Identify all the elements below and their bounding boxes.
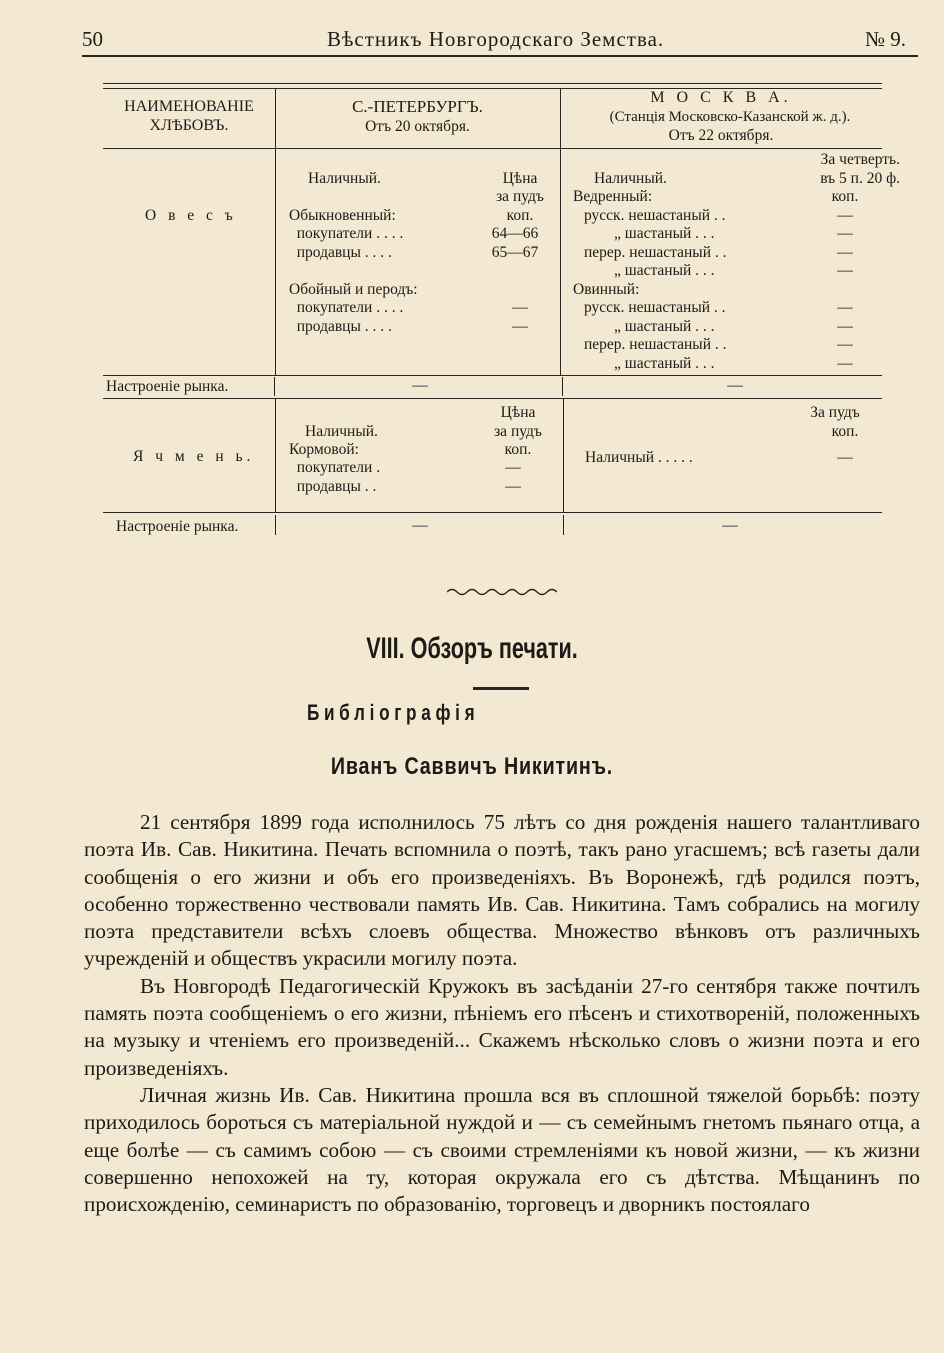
barley-market-moscow: — [722, 517, 738, 534]
oats-market-spb: — [412, 377, 428, 394]
moscow-header-title: М О С К В А. [650, 89, 792, 106]
paragraph: 21 сентября 1899 года исполнилось 75 лѣтъ со дня рожденія нашего талантливаго поэта Ив. Сав. Никитина. Печать вспомнила о поэтѣ, такъ рано угасшемъ; всѣ газеты дали сообщенія о его жизни и объ его произведеніяхъ. Въ Воронежѣ, гдѣ родился поэтъ, особенно торжественно чествовали память Ив. Сав. Никитина. Тамъ собрались на могилу поэта представители всѣхъ слоевъ общества. Множество вѣнковъ отъ различныхъ учрежденій и обществъ украсили могилу поэта. [84, 810, 920, 971]
oats-spb-line: Обыкновенный: [289, 207, 396, 224]
barley-moscow-price: — [837, 449, 853, 466]
oats-moscow-price: — [837, 207, 853, 224]
article-body [84, 809, 920, 1218]
oats-moscow-line: „ шастаный . . . [614, 318, 715, 335]
spb-header-title: С.-ПЕТЕРБУРГЪ. [352, 97, 483, 116]
moscow-header-station: (Станція Московско-Казанской ж. д.). [609, 109, 851, 125]
oats-spb-price: — [512, 299, 528, 316]
col-divider-2 [560, 88, 561, 375]
oats-spb-line: продавцы . . . . [289, 318, 392, 335]
paragraph: Въ Новгородѣ Педагогическій Кружокъ въ засѣданіи 27-го сентября также почтилъ память поэта сообщеніемъ о его жизни, пѣніемъ его пѣсенъ и стихотвореній, положенныхъ на музыку и чтеніемъ его произведеній... Скажемъ нѣсколько словъ о жизни поэта и его произведеніяхъ. [84, 973, 920, 1080]
barley-spb-line: покупатели . [289, 459, 381, 476]
barley-moscow-head: За пудъ [810, 404, 860, 421]
oats-spb-line: покупатели . . . . [289, 225, 404, 242]
oats-moscow-price: — [837, 225, 853, 242]
oats-moscow-head: коп. [831, 188, 859, 205]
oats-market-rule [103, 398, 882, 399]
oats-moscow-line: перер. нешастаный . . [584, 244, 727, 261]
oats-spb-line: продавцы . . . . [289, 244, 392, 261]
oats-moscow-price: — [837, 299, 853, 316]
oats-spb-price: за пудъ [496, 188, 544, 205]
oats-moscow-price: — [837, 262, 853, 279]
bibliography-subtitle: Библіографія [306, 700, 480, 725]
paragraph: Личная жизнь Ив. Сав. Никитина прошла вся въ сплошной тяжелой борьбѣ: поэту приходилось бороться съ матеріальной нуждой и — съ семейнымъ гнетомъ пьянаго отца, а еще болѣе — съ самимъ собою — съ своими стремленіями къ новой жизни, — къ жизни совершенно непохожей на ту, которая окружала его съ дѣтства. Мѣщанинъ по происхожденію, семинаристъ по образованію, торговецъ и дворникъ постоялаго [84, 1082, 920, 1217]
oats-moscow-price: — [837, 318, 853, 335]
barley-moscow-line: Наличный . . . . . [585, 449, 693, 466]
oats-spb-price: — [512, 318, 528, 335]
market-divider-1 [274, 377, 275, 396]
issue-number: № 9. [865, 27, 907, 51]
grain-header-line2: ХЛѢБОВЪ. [149, 117, 229, 134]
oats-moscow-line: Наличный. [594, 170, 667, 187]
col-divider-1 [275, 88, 276, 375]
wavy-divider-ornament [447, 587, 557, 597]
oats-spb-price: Цѣна [502, 170, 538, 187]
oats-moscow-price: — [837, 355, 853, 372]
oats-bottom-rule [103, 375, 882, 376]
barley-spb-line: Наличный. [305, 423, 378, 440]
oats-moscow-line: „ шастаный . . . [614, 225, 715, 242]
table-header-rule [103, 148, 882, 149]
oats-spb-price: 65—67 [491, 244, 539, 261]
barley-bottom-rule [103, 512, 882, 513]
oats-moscow-line: перер. нешастаный . . [584, 336, 727, 353]
spb-header-date: Отъ 20 октября. [365, 118, 470, 135]
header-rule [82, 55, 918, 57]
oats-moscow-line: Ведренный: [573, 188, 653, 205]
grain-header-line1: НАИМЕНОВАНІЕ [124, 98, 254, 115]
section-title-underline [473, 687, 529, 690]
col-divider-1b [275, 398, 276, 512]
barley-spb-price: коп. [504, 441, 532, 458]
oats-market-moscow: — [727, 377, 743, 394]
table-top-rule-1 [103, 83, 882, 84]
oats-moscow-line: русск. нешастаный . . [584, 299, 726, 316]
oats-moscow-price: — [837, 336, 853, 353]
oats-spb-line: покупатели . . . . [289, 299, 404, 316]
barley-spb-price: за пудъ [494, 423, 542, 440]
barley-name: Я ч м е н ь. [133, 448, 255, 465]
barley-spb-line: Кормовой: [289, 441, 359, 458]
page-number: 50 [82, 27, 103, 51]
article-title: Иванъ Саввичъ Никитинъ. [330, 753, 614, 780]
oats-moscow-head: За четверть. [820, 151, 900, 168]
barley-spb-price: — [505, 478, 521, 495]
barley-spb-price: Цѣна [500, 404, 536, 421]
oats-moscow-price: — [837, 244, 853, 261]
barley-market-label: Настроеніе рынка. [116, 518, 239, 535]
oats-moscow-line: „ шастаный . . . [614, 262, 715, 279]
col-divider-2b [563, 398, 564, 512]
section-title: VIII. Обзоръ печати. [366, 632, 578, 665]
oats-moscow-line: „ шастаный . . . [614, 355, 715, 372]
oats-market-label: Настроеніе рынка. [106, 378, 229, 395]
oats-moscow-line: русск. нешастаный . . [584, 207, 726, 224]
barley-market-spb: — [412, 517, 428, 534]
barley-spb-line: продавцы . . [289, 478, 377, 495]
oats-spb-price: коп. [506, 207, 534, 224]
oats-spb-price: 64—66 [491, 225, 539, 242]
oats-spb-line: Наличный. [308, 170, 381, 187]
oats-moscow-line: Овинный: [573, 281, 640, 298]
oats-moscow-head: въ 5 п. 20 ф. [820, 170, 900, 187]
journal-title: Вѣстникъ Новгородскаго Земства. [327, 27, 665, 51]
moscow-header-date: Отъ 22 октября. [668, 127, 774, 144]
oats-name: О в е с ъ [145, 207, 237, 224]
market-divider-2 [562, 377, 563, 396]
barley-spb-price: — [505, 459, 521, 476]
market-divider-3 [275, 515, 276, 535]
market-divider-4 [563, 515, 564, 535]
oats-spb-line: Обойный и перодъ: [289, 281, 418, 298]
barley-moscow-head: коп. [831, 423, 859, 440]
